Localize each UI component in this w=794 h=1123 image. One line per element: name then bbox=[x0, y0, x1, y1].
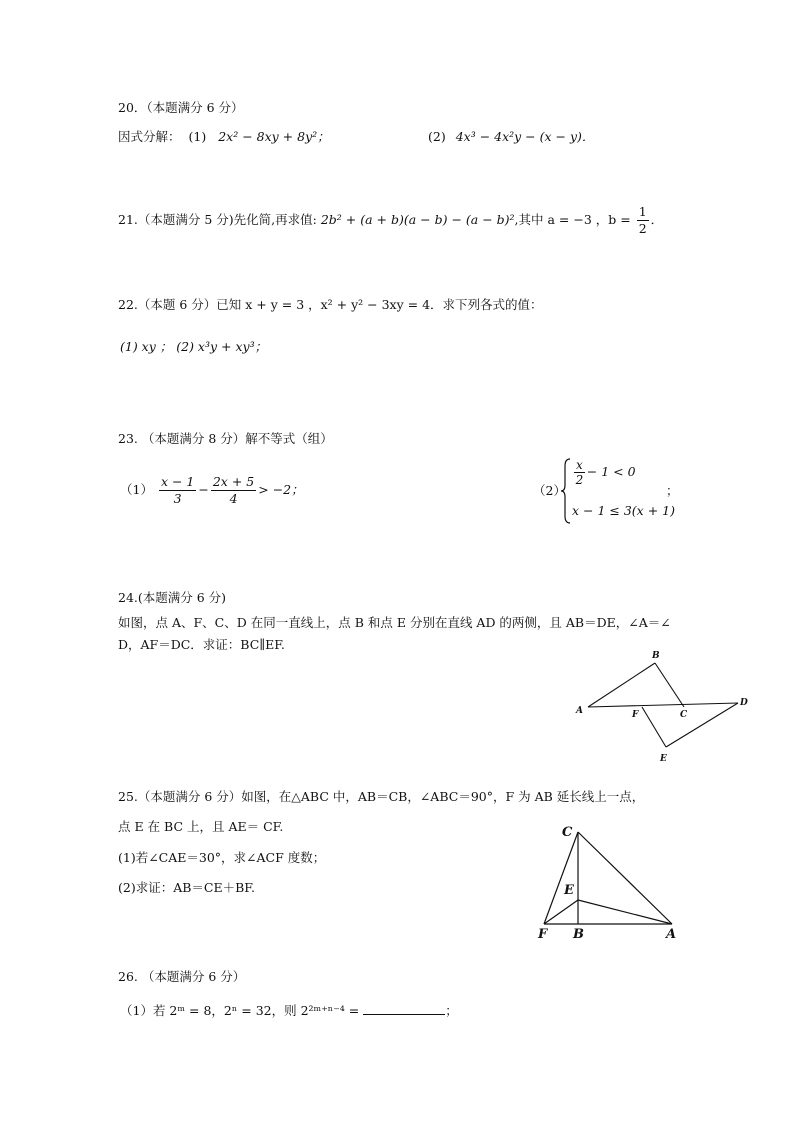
q21-frac-den: 2 bbox=[638, 221, 647, 236]
q20-part2-expr: 4x³ − 4x²y − (x − y)． bbox=[455, 129, 595, 144]
q26-part1-end: ； bbox=[445, 1003, 458, 1018]
q23-sys-frac bbox=[574, 458, 585, 487]
q23-part1-label: （1） bbox=[120, 482, 153, 497]
q23-frac2-num: 2x + 5 bbox=[212, 474, 255, 489]
q20-part2-label: (2) bbox=[428, 129, 446, 144]
q23-frac1-den: 3 bbox=[173, 491, 182, 506]
q25-label-A: A bbox=[666, 927, 677, 942]
q23-part1-rest: > −2； bbox=[258, 482, 304, 497]
q25-line2: 点 E 在 BC 上，且 AE＝ CF. bbox=[118, 819, 284, 834]
q20-prompt: 因式分解： bbox=[118, 129, 181, 144]
q23-sys-line1-rest: − 1 < 0 bbox=[586, 464, 636, 479]
q23-sys-line2: x − 1 ≤ 3(x + 1) bbox=[572, 503, 675, 518]
q23-frac2 bbox=[211, 474, 256, 507]
q23-part2-label: （2） bbox=[533, 483, 566, 498]
q24-label-F: F bbox=[632, 710, 639, 720]
q24-header: 24.(本题满分 6 分) bbox=[118, 590, 227, 605]
q24-line-AD bbox=[588, 703, 738, 707]
q24-label-B: B bbox=[652, 651, 660, 661]
q25-label-E: E bbox=[564, 883, 574, 898]
q23-frac1 bbox=[159, 474, 196, 507]
q25-line-CA bbox=[578, 832, 672, 924]
q20-body bbox=[118, 128, 330, 146]
q26-answer-blank[interactable] bbox=[363, 1002, 445, 1015]
q24-label-E: E bbox=[660, 754, 667, 764]
q22-text: 22.（本题 6 分）已知 x + y = 3 ，x² + y² − 3xy = 4．求下列各式的值： bbox=[118, 297, 543, 312]
q24-line-ED bbox=[666, 703, 738, 747]
q26-part1 bbox=[120, 1002, 458, 1020]
q21-end: ． bbox=[650, 212, 664, 227]
q23-frac2-den: 4 bbox=[229, 491, 238, 506]
q23-frac1-num: x − 1 bbox=[160, 474, 195, 489]
q22-parts: (1) xy ； (2) x³y + xy³； bbox=[120, 339, 268, 354]
q24-label-A: A bbox=[576, 706, 583, 716]
q25-label-B: B bbox=[573, 927, 584, 942]
q21-fraction bbox=[637, 204, 649, 237]
q24-label-D: D bbox=[740, 698, 748, 708]
q23-brace bbox=[560, 458, 572, 524]
q23-part1 bbox=[120, 470, 304, 510]
q24-figure bbox=[570, 645, 760, 767]
q24-label-C: C bbox=[680, 710, 688, 720]
q23-part2-end: ； bbox=[666, 483, 679, 498]
q23-sys-line1 bbox=[572, 458, 636, 487]
q21-expr: 2b² + (a + b)(a − b) − (a − b)² bbox=[320, 212, 515, 227]
q23-sys-frac-num: x bbox=[576, 458, 583, 472]
q25-figure bbox=[530, 820, 690, 944]
q20-part1-label: (1) bbox=[188, 129, 207, 144]
q25-line-EA bbox=[578, 900, 672, 924]
q25-line-FE bbox=[544, 900, 578, 924]
q26-part1-text: （1）若 2ᵐ = 8，2ⁿ = 32，则 2²ᵐ⁺ⁿ⁻⁴ = bbox=[120, 1003, 360, 1018]
q24-line-BC bbox=[655, 663, 684, 707]
q21-condition: ,其中 a = −3 ，b = bbox=[514, 212, 631, 227]
q25-line1: 25.（本题满分 6 分）如图，在△ABC 中，AB＝CB，∠ABC＝90°，F 为 AB 延长线上一点， bbox=[118, 789, 645, 804]
q21-frac-num: 1 bbox=[638, 204, 647, 219]
q20-header: 20．（本题满分 6 分） bbox=[118, 100, 244, 115]
q21-text: 21.（本题满分 5 分)先化简,再求值: bbox=[118, 212, 317, 227]
q26-header: 26. （本题满分 6 分） bbox=[118, 969, 246, 984]
q24-line2: D，AF＝DC．求证：BC∥EF. bbox=[118, 637, 285, 652]
q20-part2 bbox=[428, 128, 594, 146]
q23-minus: − bbox=[198, 482, 209, 497]
q24-line-AB bbox=[588, 663, 655, 707]
q25-label-C: C bbox=[562, 825, 573, 840]
q25-line3: (1)若∠CAE＝30°，求∠ACF 度数； bbox=[118, 850, 326, 865]
q25-line-CF bbox=[544, 832, 578, 924]
q23-header: 23. （本题满分 8 分）解不等式（组） bbox=[118, 431, 333, 446]
q20-part1-expr: 2x² − 8xy + 8y²； bbox=[218, 129, 330, 144]
q21-body bbox=[118, 204, 663, 237]
q24-line-FE bbox=[642, 707, 666, 747]
q25-label-F: F bbox=[538, 927, 548, 942]
q25-line4: (2)求证：AB＝CE＋BF. bbox=[118, 880, 255, 895]
q23-sys-frac-den: 2 bbox=[575, 473, 584, 487]
q24-line1: 如图，点 A、F、C、D 在同一直线上，点 B 和点 E 分别在直线 AD 的两侧，且 AB＝DE，∠A＝∠ bbox=[118, 615, 671, 630]
